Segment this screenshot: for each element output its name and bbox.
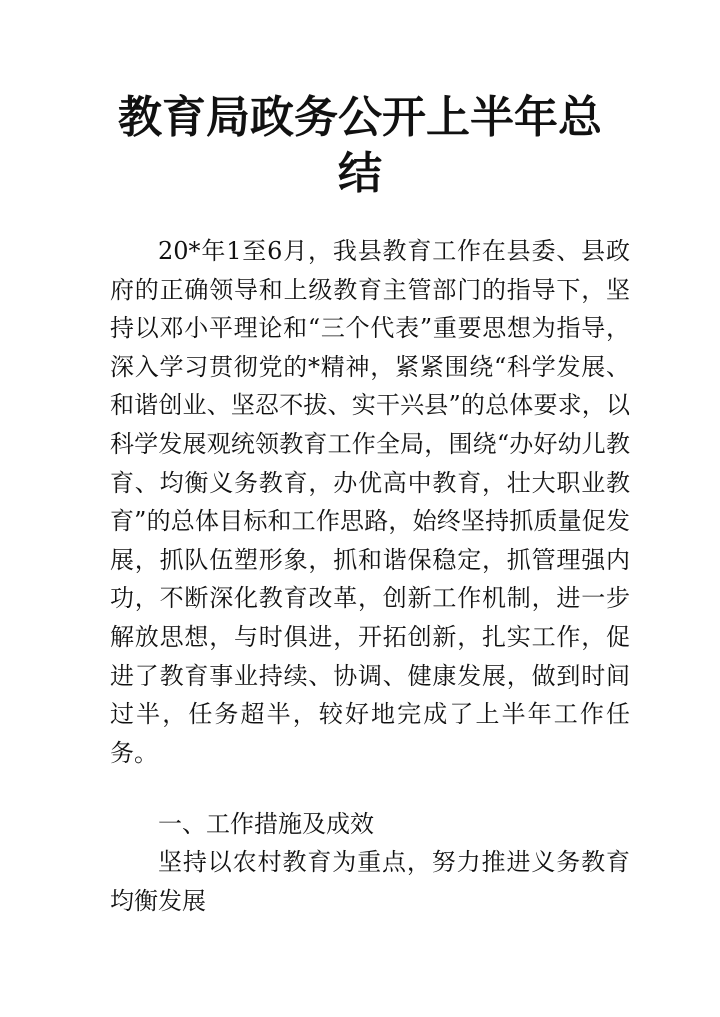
section-paragraph: 坚持以农村教育为重点，努力推进义务教育均衡发展: [110, 848, 630, 915]
section-heading: 一、工作措施及成效: [158, 810, 374, 838]
document-title: 教育局政务公开上半年总结: [118, 92, 602, 199]
body-paragraph: 20*年1至6月，我县教育工作在县委、县政府的正确领导和上级教育主管部门的指导下，坚持以邓小平理论和“三个代表”重要思想为指导，深入学习贯彻党的*精神，紧紧围绕“科学发展、和谐创业、坚忍不拔、实干兴县”的总体要求，以科学发展观统领教育工作全局，围绕“办好幼儿教育、均衡义务教育，办优高中教育，壮大职业教育”的总体目标和工作思路，始终坚持抓质量促发展，抓队伍塑形象，抓和谐保稳定，抓管理强内功，不断深化教育改革，创新工作机制，进一步解放思想，与时俱进，开拓创新，扎实工作，促进了教育事业持续、协调、健康发展，做到时间过半，任务超半，较好地完成了上半年工作任务。: [110, 237, 630, 767]
